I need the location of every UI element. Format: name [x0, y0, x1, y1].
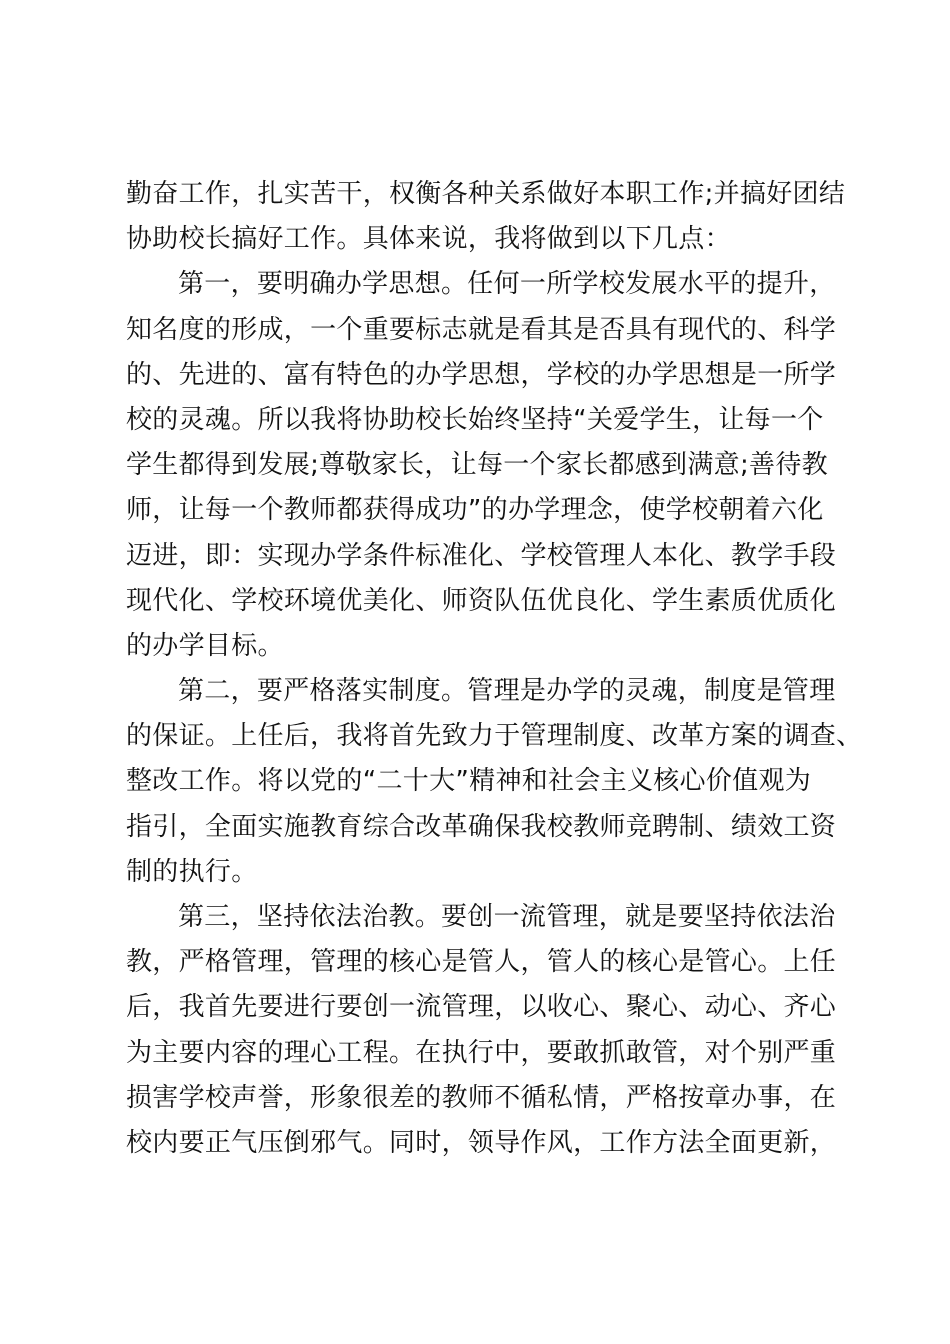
text-line: 迈进，即：实现办学条件标准化、学校管理人本化、教学手段 [126, 540, 837, 571]
text-line: 知名度的形成，一个重要标志就是看其是否具有现代的、科学 [126, 314, 837, 345]
text-line: 师，让每一个教师都获得成功”的办学理念，使学校朝着六化 [126, 495, 824, 526]
text-line: 协助校长搞好工作。具体来说，我将做到以下几点： [126, 224, 731, 255]
text-line: 损害学校声誉，形象很差的教师不循私情，严格按章办事，在 [126, 1082, 837, 1113]
text-line: 后，我首先要进行要创一流管理，以收心、聚心、动心、齐心 [126, 992, 837, 1023]
text-line: 指引，全面实施教育综合改革确保我校教师竞聘制、绩效工资 [126, 811, 837, 842]
text-line: 校内要正气压倒邪气。同时，领导作风，工作方法全面更新， [126, 1127, 837, 1158]
text-line: 勤奋工作，扎实苦干，权衡各种关系做好本职工作;并搞好团结 [126, 179, 846, 209]
paragraph-first-line: 第二，要严格落实制度。管理是办学的灵魂，制度是管理 [178, 676, 836, 707]
text-line: 学生都得到发展;尊敬家长，让每一个家长都感到满意;善待教 [126, 450, 828, 481]
paragraph-first-line: 第一，要明确办学思想。任何一所学校发展水平的提升， [178, 269, 836, 300]
document-body [126, 172, 863, 1166]
text-line: 整改工作。将以党的“二十大”精神和社会主义核心价值观为 [126, 766, 812, 797]
text-line: 制的执行。 [126, 856, 258, 887]
text-line: 教，严格管理，管理的核心是管人，管人的核心是管心。上任 [126, 947, 837, 978]
text-line: 校的灵魂。所以我将协助校长始终坚持“关爱学生，让每一个 [126, 404, 824, 435]
text-line: 的保证。上任后，我将首先致力于管理制度、改革方案的调查、 [126, 721, 863, 752]
text-line: 的、先进的、富有特色的办学思想，学校的办学思想是一所学 [126, 359, 837, 390]
text-line: 为主要内容的理心工程。在执行中，要敢抓敢管，对个别严重 [126, 1037, 837, 1068]
text-line: 现代化、学校环境优美化、师资队伍优良化、学生素质优质化 [126, 585, 837, 616]
text-line: 的办学目标。 [126, 630, 284, 661]
paragraph-first-line: 第三，坚持依法治教。要创一流管理，就是要坚持依法治 [178, 902, 836, 932]
